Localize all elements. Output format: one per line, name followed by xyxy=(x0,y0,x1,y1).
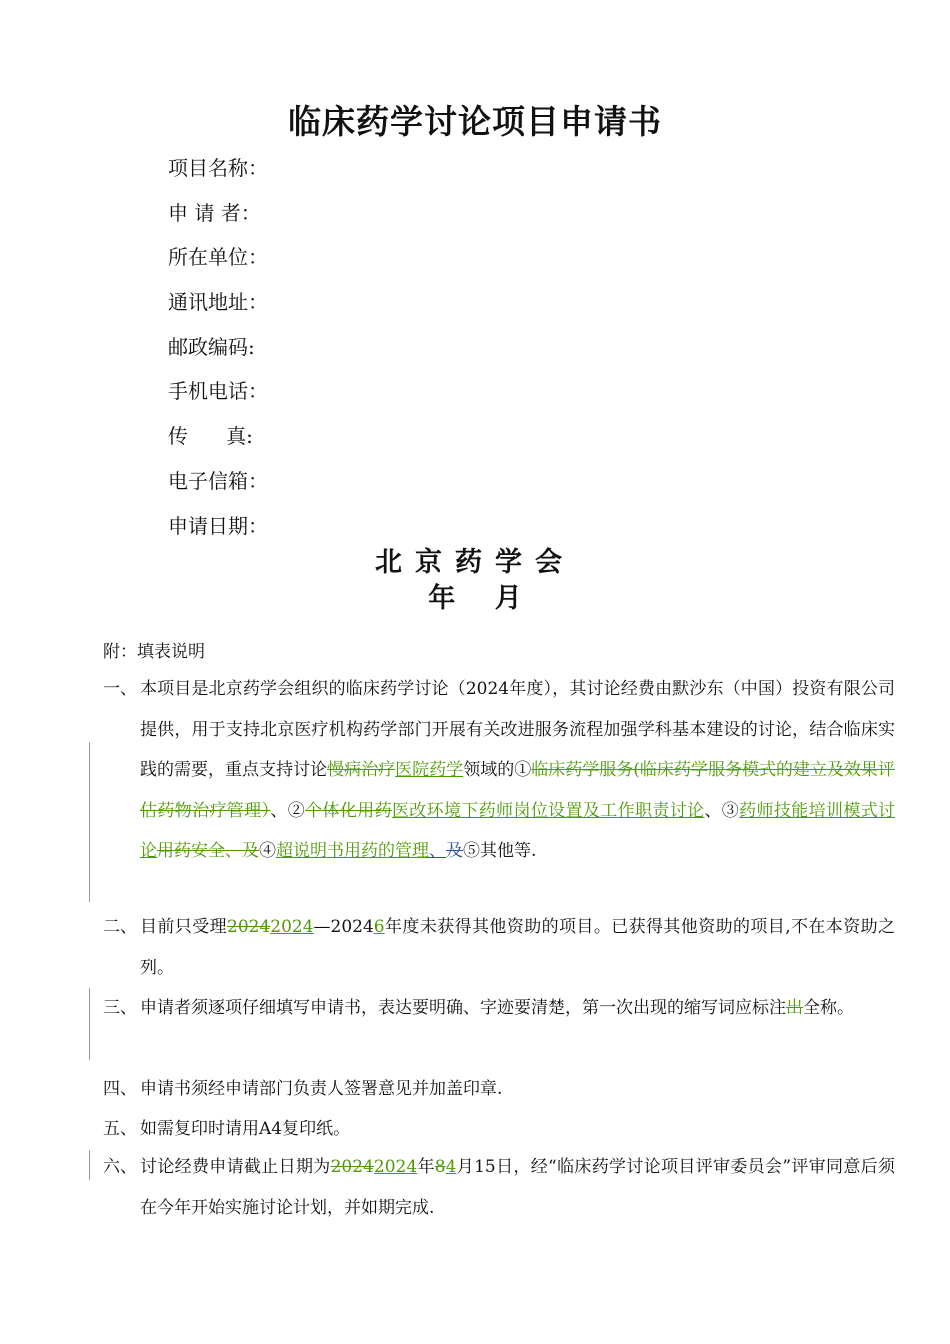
tracked-insertion: 、 xyxy=(429,841,446,861)
tracked-deletion: 及 xyxy=(446,841,463,861)
note-item-4 xyxy=(103,1069,895,1110)
note-text: ④ xyxy=(259,841,276,861)
note-text: 本项目是北京药学会组织的临床药学讨论（2024年度），其讨论经费由默沙东（中国）投资有限公司提供，用于支持北京医疗机构药学部门开展有关改进服务流程加强学科基本建设的讨论，结合临床实践的需要，重点支持讨论 xyxy=(140,679,895,780)
field-fax: 传 真: xyxy=(168,424,253,448)
tracked-insertion: 6 xyxy=(373,917,385,937)
note-text: —2024 xyxy=(313,917,374,937)
note-text: 年度未获得其他资助的项目。已获得其他资助的项目,不在本资助之列。 xyxy=(140,917,896,978)
field-address: 通讯地址： xyxy=(168,290,268,314)
document-title: 临床药学讨论项目申请书 xyxy=(288,102,662,141)
note-item-5 xyxy=(103,1109,895,1150)
organization-name: 北京药学会 xyxy=(375,547,575,578)
note-text: 全称。 xyxy=(803,998,854,1018)
note-text: 、② xyxy=(270,800,306,821)
tracked-deletion: 用药安全、及 xyxy=(157,841,259,861)
field-mobile: 手机电话： xyxy=(168,379,268,403)
field-postal-code: 邮政编码: xyxy=(168,335,255,359)
tracked-deletion: 慢病治疗 xyxy=(327,760,396,780)
field-project-name: 项目名称： xyxy=(168,156,268,180)
change-bar xyxy=(89,1150,90,1180)
change-bar xyxy=(89,988,90,1060)
note-number: 三、 xyxy=(103,998,137,1018)
notes-heading: 附：填表说明 xyxy=(103,642,205,662)
note-number: 五、 xyxy=(103,1119,137,1139)
note-number: 四、 xyxy=(103,1079,137,1099)
note-text: 年 xyxy=(417,1157,435,1177)
note-text: 如需复印时请用A4复印纸。 xyxy=(140,1119,351,1139)
note-text: 、③ xyxy=(704,800,740,821)
tracked-deletion: 2024 xyxy=(227,917,271,937)
tracked-insertion: 药师技能培训模式讨论 xyxy=(140,800,896,861)
tracked-insertion: 2024 xyxy=(373,1157,418,1177)
note-item-6 xyxy=(103,1147,895,1228)
field-apply-date: 申请日期： xyxy=(168,514,268,538)
field-applicant: 申 请 者： xyxy=(168,201,261,225)
tracked-deletion: 出 xyxy=(786,998,803,1018)
field-email: 电子信箱： xyxy=(168,469,268,493)
note-number: 二、 xyxy=(103,917,137,937)
tracked-insertion: 2024 xyxy=(270,917,314,937)
tracked-insertion: 医改环境下药师岗位设置及工作职责讨论 xyxy=(391,800,705,821)
note-item-1 xyxy=(103,669,895,872)
field-organization: 所在单位： xyxy=(168,245,268,269)
note-number: 一、 xyxy=(103,679,137,699)
note-number: 六、 xyxy=(103,1157,137,1177)
note-text: ⑤其他等. xyxy=(463,841,537,861)
year-month-line: 年 月 xyxy=(428,583,522,614)
tracked-insertion: 超说明书用药的管理 xyxy=(276,841,429,861)
note-item-2 xyxy=(103,907,895,988)
note-text: 申请者须逐项仔细填写申请书，表达要明确、字迹要清楚，第一次出现的缩写词应标注 xyxy=(140,998,786,1018)
tracked-deletion: 2024 xyxy=(330,1157,374,1177)
note-text: 月15日，经“临床药学讨论项目评审委员会”评审同意后须在今年开始实施讨论计划，并如期完成. xyxy=(140,1157,895,1218)
note-text: 申请书须经申请部门负责人签署意见并加盖印章. xyxy=(140,1079,503,1099)
note-text: 领域的① xyxy=(463,760,532,780)
tracked-deletion: 8 xyxy=(434,1157,446,1177)
note-text: 讨论经费申请截止日期为 xyxy=(140,1157,331,1177)
tracked-deletion: 个体化用药 xyxy=(305,800,392,821)
change-bar xyxy=(89,742,90,902)
tracked-insertion: 医院药学 xyxy=(395,760,464,780)
tracked-deletion: 临床药学服务(临床药学服务模式的建立及效果评估药物治疗管理） xyxy=(140,760,896,821)
tracked-insertion: 4 xyxy=(445,1157,457,1177)
note-item-3 xyxy=(103,988,895,1029)
note-text: 目前只受理 xyxy=(140,917,227,937)
